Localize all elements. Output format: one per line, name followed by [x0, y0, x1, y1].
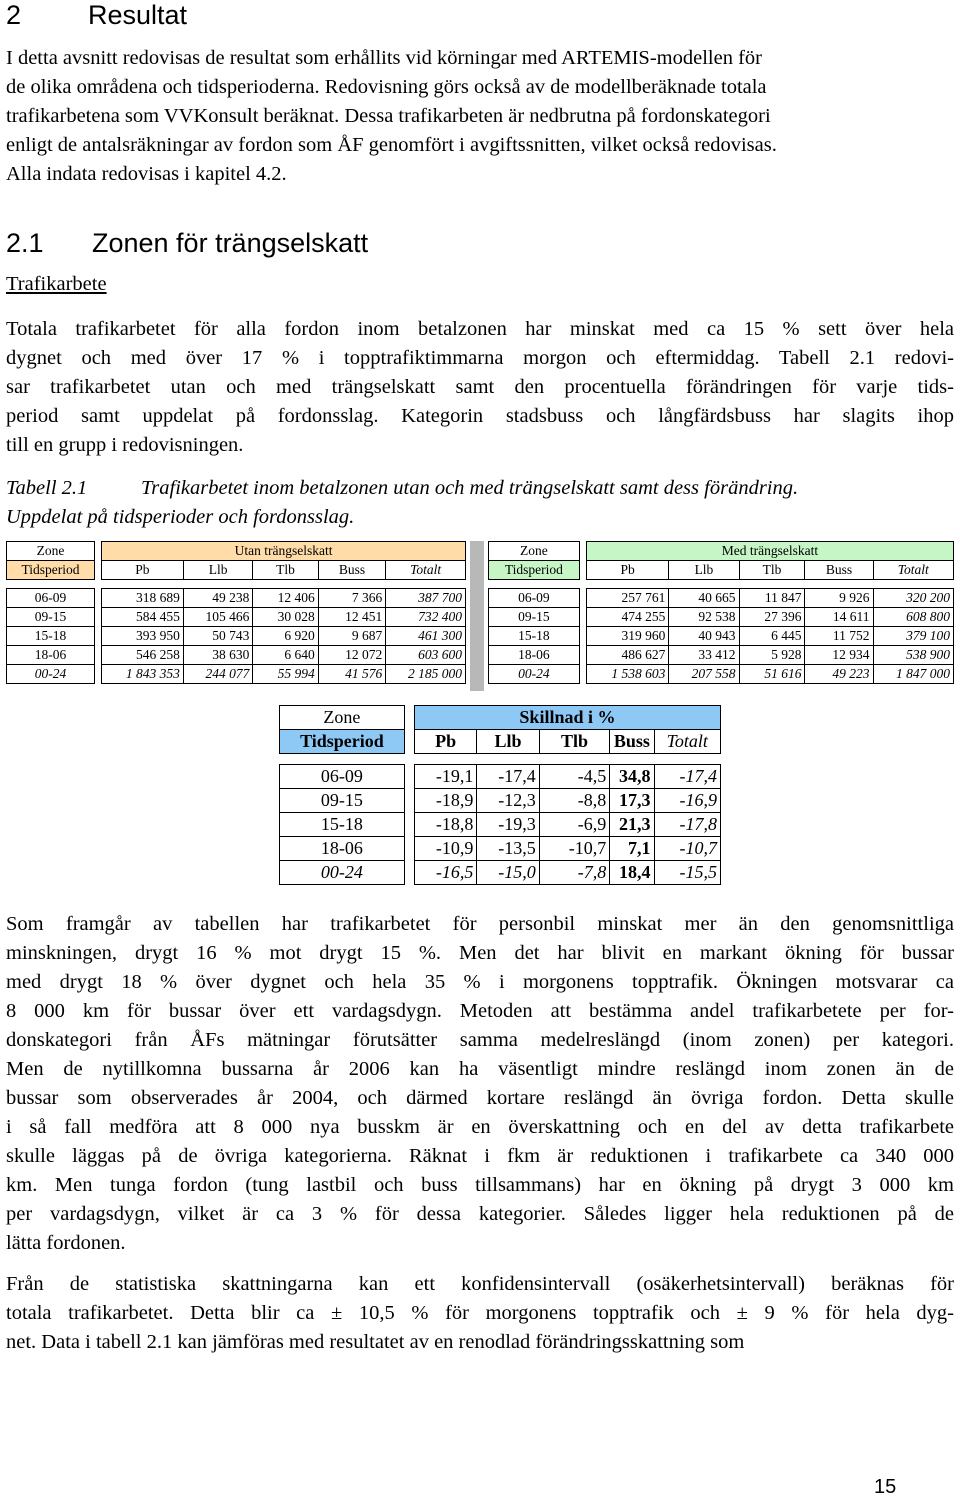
subheading-trafikarbete: Trafikarbete: [6, 273, 107, 295]
value-cell: -10,7: [654, 837, 720, 861]
period-cell: 00-24: [489, 665, 580, 684]
period-cell: 09-15: [7, 608, 95, 627]
page-number: 15: [874, 1476, 897, 1498]
value-cell: -12,3: [477, 789, 539, 813]
zone-label: Zone: [280, 706, 405, 730]
table-skillnad: [279, 705, 721, 885]
value-cell: -17,4: [477, 765, 539, 789]
table-row: [280, 861, 721, 885]
col-header: Tlb: [253, 561, 318, 580]
col-header: Pb: [102, 561, 184, 580]
section-heading: [6, 228, 368, 259]
table-row: [7, 665, 466, 684]
text-line: bussar som observerades år 2004, och därmed kortare reslängd än övriga fordon. Detta skulle: [6, 1087, 954, 1109]
value-cell: -17,8: [654, 813, 720, 837]
value-cell: 34,8: [610, 765, 654, 789]
table-caption: [6, 474, 954, 532]
section-number: 2.1: [6, 228, 44, 258]
text-line: 8 000 km för bussar över ett vardagsdygn. Metoden att bestämma andel trafikarbetete per for-: [6, 1000, 954, 1022]
value-cell: 7 366: [318, 589, 385, 608]
value-cell: 12 451: [318, 608, 385, 627]
text-line: Totala trafikarbetet för alla fordon inom betalzonen har minskat med ca 15 % sett över hela: [6, 318, 954, 340]
text-line: period samt uppdelat på fordonsslag. Kategorin stadsbuss och långfärdsbuss har slagits ihop: [6, 405, 954, 427]
text-line: lätta fordonen.: [6, 1232, 126, 1254]
value-cell: 49 238: [183, 589, 253, 608]
value-cell: -13,5: [477, 837, 539, 861]
value-cell: 92 538: [669, 608, 739, 627]
value-cell: 2 185 000: [386, 665, 466, 684]
period-cell: 15-18: [280, 813, 405, 837]
value-cell: 17,3: [610, 789, 654, 813]
col-header: Llb: [669, 561, 739, 580]
text-line: i så fall medföra att 8 000 nya busskm är en överskattning och en del av detta trafikarbete: [6, 1116, 954, 1138]
col-header: Buss: [610, 730, 654, 754]
value-cell: 732 400: [386, 608, 466, 627]
table-row: [7, 589, 466, 608]
table-row: [489, 665, 954, 684]
chapter-number: 2: [6, 0, 22, 30]
value-cell: 21,3: [610, 813, 654, 837]
value-cell: 207 558: [669, 665, 739, 684]
value-cell: -19,3: [477, 813, 539, 837]
period-cell: 06-09: [7, 589, 95, 608]
text-line: km. Men tunga fordon (tung lastbil och buss tillsammans) har en ökning på drygt 3 000 km: [6, 1174, 954, 1196]
value-cell: 11 752: [805, 627, 873, 646]
col-header: Buss: [805, 561, 873, 580]
zone-label: Zone: [7, 542, 95, 561]
col-header: Totalt: [386, 561, 466, 580]
caption-line-2: Uppdelat på tidsperioder och fordonsslag.: [6, 506, 355, 528]
value-cell: 40 943: [669, 627, 739, 646]
text-line: per vardagsdygn, vilket är ca 3 % för dessa kategorier. Således ligger hela reduktionen på de: [6, 1203, 954, 1225]
period-cell: 06-09: [280, 765, 405, 789]
table-row: [7, 608, 466, 627]
period-cell: 15-18: [7, 627, 95, 646]
col-header: Llb: [477, 730, 539, 754]
table-row: [280, 837, 721, 861]
value-cell: 393 950: [102, 627, 184, 646]
value-cell: -8,8: [539, 789, 609, 813]
col-header: Totalt: [654, 730, 720, 754]
value-cell: 18,4: [610, 861, 654, 885]
text-line: dygnet och med över 17 % i topptrafiktimmarna morgon och eftermiddag. Tabell 2.1 redovi-: [6, 347, 954, 369]
text-line: Men de nytillkomna bussarna år 2006 kan ha väsentligt mindre reslängd inom zonen än de: [6, 1058, 954, 1080]
text-line: Alla indata redovisas i kapitel 4.2.: [6, 163, 287, 185]
col-header: Tlb: [539, 730, 609, 754]
value-cell: -4,5: [539, 765, 609, 789]
period-cell: 06-09: [489, 589, 580, 608]
value-cell: 41 576: [318, 665, 385, 684]
text-line: I detta avsnitt redovisas de resultat som erhållits vid körningar med ARTEMIS-modellen för: [6, 47, 762, 69]
value-cell: 474 255: [586, 608, 668, 627]
text-line: enligt de antalsräkningar av fordon som ÅF genomfört i avgiftssnitten, vilket också redovisas.: [6, 134, 777, 156]
col-header: Tlb: [739, 561, 805, 580]
col-header: Pb: [586, 561, 668, 580]
value-cell: 1 538 603: [586, 665, 668, 684]
group-header: Skillnad i %: [414, 706, 720, 730]
text-line: Som framgår av tabellen har trafikarbetet för personbil minskat mer än den genomsnittliga: [6, 913, 954, 935]
period-cell: 00-24: [280, 861, 405, 885]
value-cell: -15,5: [654, 861, 720, 885]
value-cell: -17,4: [654, 765, 720, 789]
caption-line-1: Trafikarbetet inom betalzonen utan och med trängselskatt samt dess förändring.: [141, 477, 799, 499]
value-cell: 5 928: [739, 646, 805, 665]
value-cell: 27 396: [739, 608, 805, 627]
intro-paragraph: [6, 44, 954, 189]
value-cell: -15,0: [477, 861, 539, 885]
caption-label: Tabell 2.1: [6, 477, 88, 499]
value-cell: 38 630: [183, 646, 253, 665]
value-cell: 6 445: [739, 627, 805, 646]
table-row: [280, 765, 721, 789]
value-cell: -16,5: [414, 861, 476, 885]
col-header: Pb: [414, 730, 476, 754]
value-cell: 55 994: [253, 665, 318, 684]
group-header: Utan trängselskatt: [102, 542, 466, 561]
value-cell: 14 611: [805, 608, 873, 627]
value-cell: 486 627: [586, 646, 668, 665]
value-cell: -10,9: [414, 837, 476, 861]
value-cell: 12 406: [253, 589, 318, 608]
value-cell: 1 847 000: [873, 665, 953, 684]
value-cell: 40 665: [669, 589, 739, 608]
table-med-trangselskatt: [488, 541, 954, 684]
paragraph-1: [6, 315, 954, 460]
text-line: trafikarbetena som VVKonsult beräknat. Dessa trafikarbeten är nedbrutna på fordonskategori: [6, 105, 771, 127]
value-cell: 7,1: [610, 837, 654, 861]
text-line: skulle läggas på de övriga kategorierna. Räknat i fkm är reduktionen i trafikarbete ca 340 000: [6, 1145, 954, 1167]
value-cell: 49 223: [805, 665, 873, 684]
col-header: Llb: [183, 561, 253, 580]
value-cell: 50 743: [183, 627, 253, 646]
text-line: med drygt 18 % över dygnet och hela 35 % i morgonens topptrafik. Ökningen motsvarar ca: [6, 971, 954, 993]
chapter-heading: [6, 0, 187, 31]
value-cell: 30 028: [253, 608, 318, 627]
table-row: [489, 589, 954, 608]
value-cell: 461 300: [386, 627, 466, 646]
value-cell: 319 960: [586, 627, 668, 646]
value-cell: 9 687: [318, 627, 385, 646]
period-cell: 15-18: [489, 627, 580, 646]
value-cell: -16,9: [654, 789, 720, 813]
text-line: minskningen, drygt 16 % mot drygt 15 %. Men det har blivit en markant ökning för bussar: [6, 942, 954, 964]
value-cell: 318 689: [102, 589, 184, 608]
period-cell: 18-06: [280, 837, 405, 861]
value-cell: 546 258: [102, 646, 184, 665]
value-cell: -10,7: [539, 837, 609, 861]
value-cell: 33 412: [669, 646, 739, 665]
text-line: donskategori från ÅFs mätningar förutsätter samma medelreslängd (inom zonen) per kategori.: [6, 1029, 954, 1051]
table-row: [280, 789, 721, 813]
paragraph-3: [6, 1270, 954, 1357]
value-cell: 538 900: [873, 646, 953, 665]
section-title: Zonen för trängselskatt: [92, 228, 369, 258]
group-header: Med trängselskatt: [586, 542, 953, 561]
table-row: [489, 646, 954, 665]
value-cell: 379 100: [873, 627, 953, 646]
value-cell: 320 200: [873, 589, 953, 608]
table-row: [280, 813, 721, 837]
col-header: Buss: [318, 561, 385, 580]
paragraph-2: [6, 910, 954, 1258]
value-cell: 1 843 353: [102, 665, 184, 684]
col-header: Totalt: [873, 561, 953, 580]
text-line: de olika områdena och tidsperioderna. Redovisning görs också av de modellberäknade totala: [6, 76, 767, 98]
value-cell: 9 926: [805, 589, 873, 608]
zone-label: Zone: [489, 542, 580, 561]
text-line: net. Data i tabell 2.1 kan jämföras med resultatet av en renodlad förändringsskattning som: [6, 1331, 745, 1353]
value-cell: 51 616: [739, 665, 805, 684]
value-cell: 257 761: [586, 589, 668, 608]
value-cell: -7,8: [539, 861, 609, 885]
value-cell: -18,8: [414, 813, 476, 837]
value-cell: -6,9: [539, 813, 609, 837]
value-cell: 387 700: [386, 589, 466, 608]
value-cell: 6 920: [253, 627, 318, 646]
period-cell: 18-06: [489, 646, 580, 665]
period-header: Tidsperiod: [7, 561, 95, 580]
value-cell: 244 077: [183, 665, 253, 684]
period-cell: 18-06: [7, 646, 95, 665]
value-cell: 608 800: [873, 608, 953, 627]
value-cell: 584 455: [102, 608, 184, 627]
period-cell: 00-24: [7, 665, 95, 684]
value-cell: 6 640: [253, 646, 318, 665]
value-cell: -19,1: [414, 765, 476, 789]
table-row: [7, 627, 466, 646]
period-cell: 09-15: [489, 608, 580, 627]
chapter-title: Resultat: [88, 0, 188, 30]
period-header: Tidsperiod: [489, 561, 580, 580]
value-cell: -18,9: [414, 789, 476, 813]
text-line: Från de statistiska skattningarna kan ett konfidensintervall (osäkerhetsintervall) beräknas för: [6, 1273, 954, 1295]
table-row: [489, 627, 954, 646]
value-cell: 11 847: [739, 589, 805, 608]
period-header: Tidsperiod: [280, 730, 405, 754]
text-line: totala trafikarbetet. Detta blir ca ± 10,5 % för morgonens topptrafik och ± 9 % för hela dyg-: [6, 1302, 954, 1324]
text-line: sar trafikarbetet utan och med trängselskatt samt den procentuella förändringen för varje tids-: [6, 376, 954, 398]
table-utan-trangselskatt: [6, 541, 466, 684]
period-cell: 09-15: [280, 789, 405, 813]
value-cell: 12 072: [318, 646, 385, 665]
table-separator: [470, 541, 484, 691]
value-cell: 105 466: [183, 608, 253, 627]
value-cell: 12 934: [805, 646, 873, 665]
text-line: till en grupp i redovisningen.: [6, 434, 244, 456]
value-cell: 603 600: [386, 646, 466, 665]
table-row: [489, 608, 954, 627]
table-row: [7, 646, 466, 665]
